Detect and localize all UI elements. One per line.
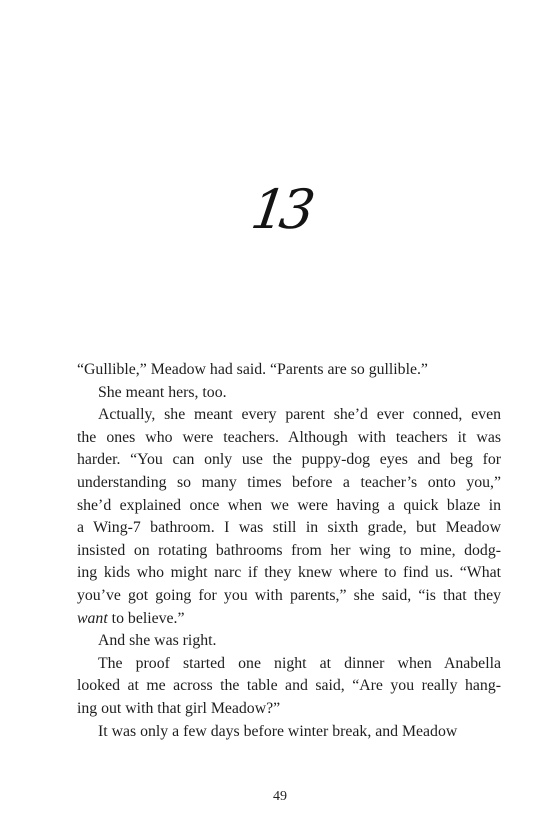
- text-line: insisted on rotating bathrooms from her wing to mine, dodg-: [77, 541, 501, 559]
- paragraph-2: [77, 382, 501, 405]
- paragraph-1: [77, 359, 501, 382]
- text-line: [77, 608, 501, 631]
- text-line: the ones who were teachers. Although with teachers it was: [77, 428, 501, 446]
- text-line: a Wing-7 bathroom. I was still in sixth grade, but Meadow: [77, 519, 501, 537]
- text-line: ing out with that girl Meadow?”: [77, 699, 281, 717]
- text-line: you’ve got going for you with parents,” she said, “is that they: [77, 586, 501, 604]
- chapter-number: 13: [247, 178, 313, 241]
- text-line: The proof started one night at dinner when Anabella: [98, 654, 501, 672]
- text-line: “Gullible,” Meadow had said. “Parents are so gullible.”: [77, 361, 428, 378]
- text-line: And she was right.: [98, 632, 217, 650]
- text-line: It was only a few days before winter break, and Meadow: [98, 722, 458, 740]
- text-line: Actually, she meant every parent she’d ever conned, even: [98, 406, 501, 424]
- text-fragment: to believe.”: [107, 609, 185, 627]
- paragraph-4: [77, 630, 501, 653]
- paragraph-5: [77, 653, 501, 721]
- emphasis-text: want: [77, 609, 108, 627]
- text-line: she’d explained once when we were having a quick blaze in: [77, 496, 501, 514]
- text-line: ing kids who might narc if they knew where to find us. “What: [77, 564, 501, 582]
- text-line: understanding so many times before a teacher’s onto you,”: [77, 473, 501, 491]
- text-line: looked at me across the table and said, “Are you really hang-: [77, 677, 501, 695]
- paragraph-3: [77, 404, 501, 630]
- text-line: harder. “You can only use the puppy-dog eyes and beg for: [77, 451, 501, 469]
- text-line: She meant hers, too.: [98, 383, 227, 401]
- paragraph-6: [77, 721, 501, 744]
- body-text: [77, 359, 501, 743]
- page-number: 49: [273, 789, 287, 804]
